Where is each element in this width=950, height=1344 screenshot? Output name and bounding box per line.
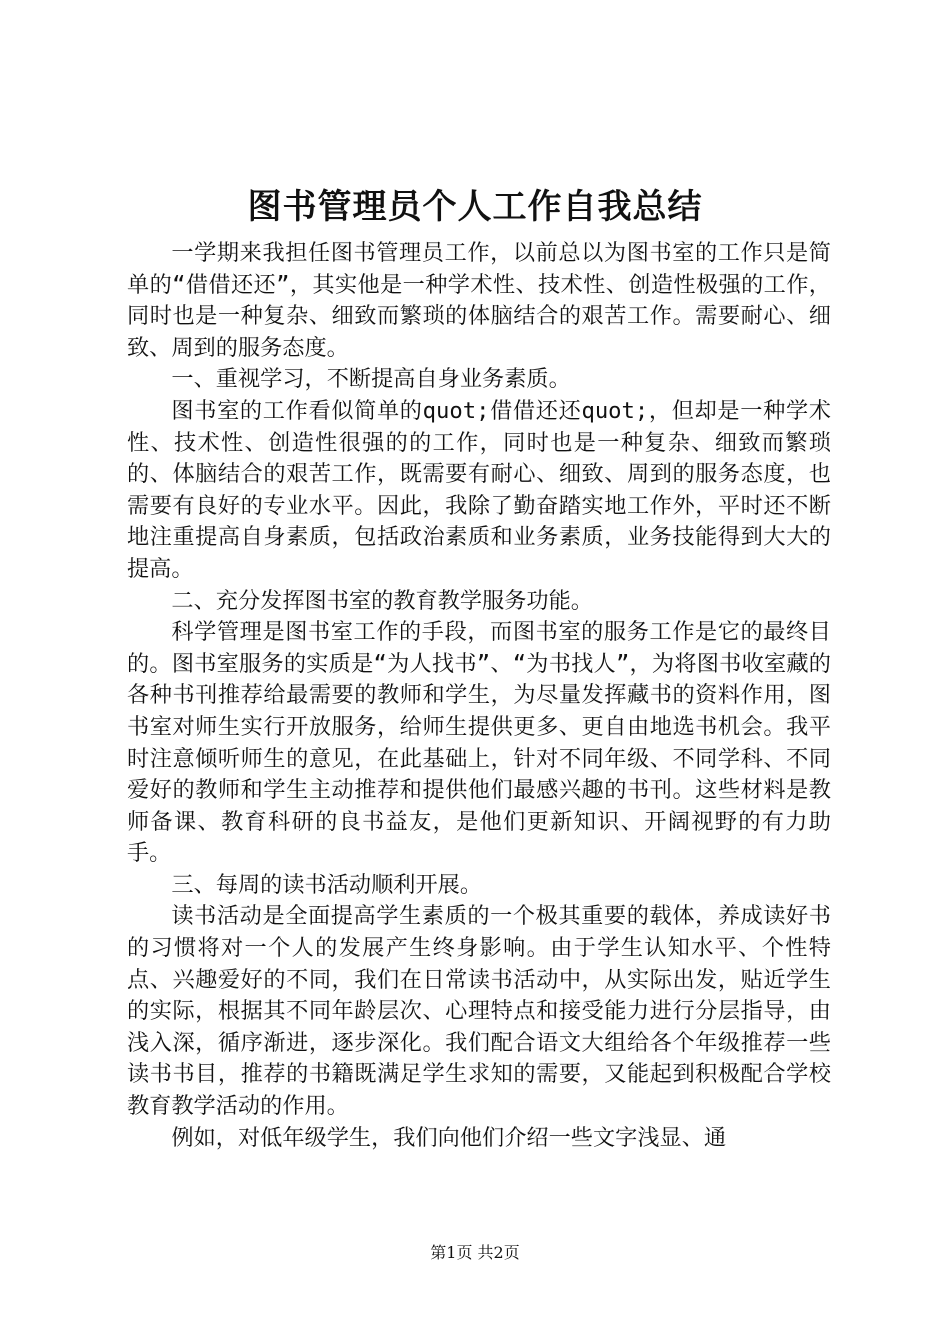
section-heading: 三、每周的读书活动顺利开展。 [171,871,483,898]
paragraph: 读书活动是全面提高学生素质的一个极其重要的载体，养成读好书的习惯将对一个人的发展产生终身影响。由于学生认知水平、个性特点、兴趣爱好的不同，我们在日常读书活动中，从实际出发，贴近学生的实际，根据其不同年龄层次、心理特点和接受能力进行分层指导，由浅入深，循序渐进，逐步深化。我们配合语文大组给各个年级推荐一些读书书目，推荐的书籍既满足学生求知的需要，又能起到积极配合学校教育教学活动的作用。 [127,903,831,1120]
paragraph: 例如，对低年级学生，我们向他们介绍一些文字浅显、通 [171,1124,727,1151]
paragraph: 图书室的工作看似简单的quot;借借还还quot;，但却是一种学术性、技术性、创造性很强的的工作，同时也是一种复杂、细致而繁琐的、体脑结合的艰苦工作，既需要有耐心、细致、周到的服务态度，也需要有良好的专业水平。因此，我除了勤奋踏实地工作外，平时还不断地注重提高自身素质，包括政治素质和业务素质，业务技能得到大大的提高。 [127,397,831,582]
paragraph: 科学管理是图书室工作的手段，而图书室的服务工作是它的最终目的。图书室服务的实质是“为人找书”、“为书找人”，为将图书收室藏的各种书刊推荐给最需要的教师和学生，为尽量发挥藏书的资料作用，图书室对师生实行开放服务，给师生提供更多、更自由地选书机会。我平时注意倾听师生的意见，在此基础上，针对不同年级、不同学科、不同爱好的教师和学生主动推荐和提供他们最感兴趣的书刊。这些材料是教师备课、教育科研的良书益友，是他们更新知识、开阔视野的有力助手。 [127,619,831,867]
document-body [127,238,831,1154]
section-heading: 一、重视学习，不断提高自身业务素质。 [171,366,571,393]
document-title: 图书管理员个人工作自我总结 [247,187,703,227]
page-footer: 第1页 共2页 [430,1243,520,1262]
section-heading: 二、充分发挥图书室的教育教学服务功能。 [171,587,593,614]
paragraph: 一学期来我担任图书管理员工作，以前总以为图书室的工作只是简单的“借借还还”，其实他是一种学术性、技术性、创造性极强的工作，同时也是一种复杂、细致而繁琐的体脑结合的艰苦工作。需要耐心、细致、周到的服务态度。 [127,240,831,361]
